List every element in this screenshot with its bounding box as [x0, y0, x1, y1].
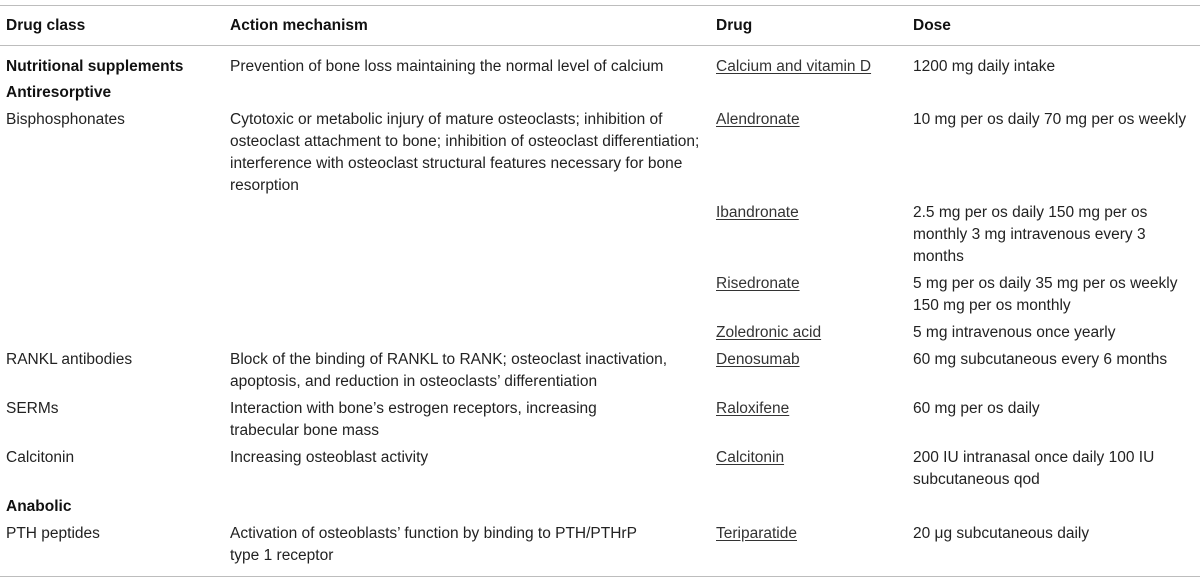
zoledronic-drug-link[interactable]: Zoledronic acid — [716, 324, 822, 341]
bisphosphonates-mechanism: Cytotoxic or metabolic injury of mature osteoclasts; inhibition of osteoclast attachment to bone; inhibition of osteoclast differentiation; interference with osteoclast structural features necessary for bone resorption — [230, 111, 700, 194]
header-mechanism: Action mechanism — [230, 17, 368, 34]
nutritional-dose: 1200 mg daily intake — [913, 58, 1056, 75]
zoledronic-dose: 5 mg intravenous once yearly — [913, 324, 1116, 341]
ibandronate-dose: 2.5 mg per os daily 150 mg per os monthly 3 mg intravenous every 3 months — [913, 204, 1148, 265]
pth-mechanism: Activation of osteoblasts’ function by binding to PTH/PTHrP type 1 receptor — [230, 525, 637, 564]
nutritional-drug-class: Nutritional supplements — [6, 58, 184, 75]
nutritional-drug-link[interactable]: Calcium and vitamin D — [716, 58, 872, 75]
teriparatide-drug-link[interactable]: Teriparatide — [716, 525, 797, 542]
teriparatide-dose: 20 μg subcutaneous daily — [913, 525, 1090, 542]
risedronate-dose: 5 mg per os daily 35 mg per os weekly 150 mg per os monthly — [913, 275, 1178, 314]
antiresorptive-heading: Antiresorptive — [6, 84, 112, 101]
nutritional-mechanism: Prevention of bone loss maintaining the normal level of calcium — [230, 58, 664, 75]
anabolic-heading: Anabolic — [6, 498, 72, 515]
table-top-rule — [0, 5, 1200, 6]
pth-drug-class: PTH peptides — [6, 525, 100, 542]
calcitonin-drug-link[interactable]: Calcitonin — [716, 449, 785, 466]
table-bottom-rule — [0, 576, 1200, 577]
header-drug: Drug — [716, 17, 753, 34]
denosumab-dose: 60 mg subcutaneous every 6 months — [913, 351, 1168, 368]
alendronate-drug-link[interactable]: Alendronate — [716, 111, 800, 128]
calcitonin-dose: 200 IU intranasal once daily 100 IU subcutaneous qod — [913, 449, 1155, 488]
table-header-rule — [0, 45, 1200, 46]
raloxifene-drug-link[interactable]: Raloxifene — [716, 400, 790, 417]
calcitonin-mechanism: Increasing osteoblast activity — [230, 449, 429, 466]
risedronate-drug-link[interactable]: Risedronate — [716, 275, 800, 292]
raloxifene-dose: 60 mg per os daily — [913, 400, 1040, 417]
bisphosphonates-drug-class: Bisphosphonates — [6, 111, 125, 128]
serms-drug-class: SERMs — [6, 400, 59, 417]
denosumab-drug-link[interactable]: Denosumab — [716, 351, 800, 368]
ibandronate-drug-link[interactable]: Ibandronate — [716, 204, 799, 221]
calcitonin-drug-class: Calcitonin — [6, 449, 75, 466]
rankl-mechanism: Block of the binding of RANKL to RANK; osteoclast inactivation, apoptosis, and reduction in osteoclasts’ differentiation — [230, 351, 668, 390]
serms-mechanism: Interaction with bone’s estrogen receptors, increasing trabecular bone mass — [230, 400, 597, 439]
header-dose: Dose — [913, 17, 951, 34]
rankl-drug-class: RANKL antibodies — [6, 351, 133, 368]
alendronate-dose: 10 mg per os daily 70 mg per os weekly — [913, 111, 1187, 128]
header-drug-class: Drug class — [6, 17, 86, 34]
